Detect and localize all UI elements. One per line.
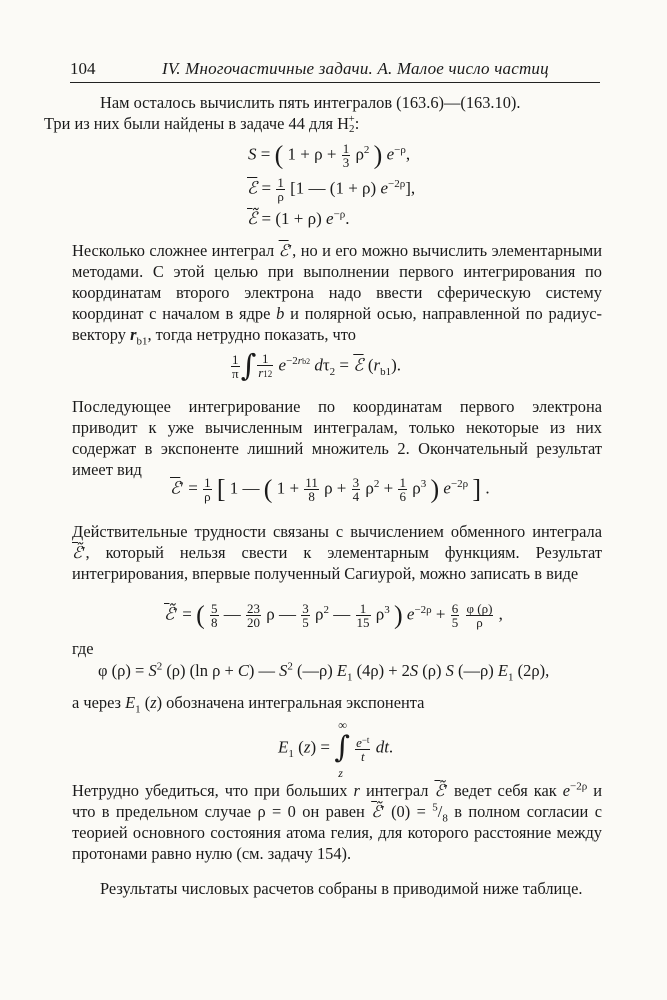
- equation-S: S = ( 1 + ρ + $\frac{1}{3}$ $\rho^2$ ) $e^{-\rho}$,: [248, 140, 411, 170]
- paragraph-7: Нетрудно убедиться, что при больших r интеграл ℰ̃′ ведет себя как $e^{-2\rho}$ и что в предельном случае ρ = 0 он равен ℰ̃′ $(0) = ^5/_8$ в полном согласии с теорией основного состояния атома гелия, для которого расстояние между протонами равно нулю (см. задачу 154).: [72, 780, 603, 863]
- equation-C-tilde-prime: ℰ̃′ = ( $\frac{5}{8}$ — $\frac{23}{20}$ ρ — $\frac{3}{5}$ $\rho^2$ — $\frac{1}{15}$ $\rho^3$ ) $e^{-2\rho}$ + $\frac{6}{5}$ $\frac{\varphi (\rho)}{\rho}$ ,: [164, 600, 503, 630]
- equation-phi: φ $(\rho) = S^2$ (ρ) (ln ρ + C) — $S^2$ (—ρ) $E_1$ (4ρ) + 2S (ρ) S (—ρ) $E_1$ (2ρ),: [98, 660, 550, 684]
- page-number: 104: [70, 59, 96, 78]
- paragraph-4: Действительные трудности связаны с вычислением обменного интеграла ℰ̃′, который нельзя свести к элементарным функциям. Результат интегрирования, впервые полученный Сагиурой, можно записать в виде: [72, 522, 602, 583]
- equation-integral-identity: $\frac{1}{\pi}$ ∫ $\frac{1}{r12}$ $e^{-2rb2}$ $d\tau_2$ = ℰ $(r_{b1})$.: [232, 348, 402, 384]
- running-title: IV. Многочастичные задачи. А. Малое число частиц: [162, 59, 549, 78]
- equation-E1: $E_1$ (z) = ∞ ∫ z $\frac{e^{-t}}{t}$ dt.: [278, 718, 394, 781]
- running-header: [70, 58, 600, 83]
- equation-C-prime: ℰ′ = $\frac{1}{\rho}$ [ 1 — ( 1 + $\frac{11}{8}$ ρ + $\frac{3}{4}$ $\rho^2$ + $\frac{1}{6}$ $\rho^3$ ) $e^{-2\rho}$ ] .: [170, 474, 490, 504]
- paragraph-2: Несколько сложнее интеграл ℰ′, но и его можно вычислить элементарными методами. С этой целью при выполнении первого интегрирования по координатам второго электрона надо ввести сферическую систему координат с началом в ядре b и полярной осью, направленной по радиус-вектору $r_{b1}$, тогда нетрудно показать, что: [72, 241, 602, 348]
- paragraph-6: а через $E_1$ (z) обозначена интегральная экспонента: [72, 693, 425, 716]
- paragraph-3: Последующее интегрирование по координатам первого электрона приводит к уже вычисленным интегралам, только некоторые из них содержат в экспоненте лишний множитель 2. Окончательный результат имеет вид: [72, 397, 602, 479]
- paragraph-8: Результаты числовых расчетов собраны в приводимой ниже таблице.: [100, 879, 583, 898]
- paragraph-5: где: [72, 639, 94, 658]
- equation-C: ℰ = $\frac{1}{\rho}$ [1 — (1 + ρ) $e^{-2\rho}$],: [247, 175, 416, 204]
- paragraph-1: Нам осталось вычислить пять интегралов (163.6)—(163.10). Три из них были найдены в задаче 44 для $H_2^+$:: [44, 93, 521, 135]
- equation-C-tilde: ℰ̃ = (1 + ρ) $e^{-\rho}$.: [247, 208, 350, 229]
